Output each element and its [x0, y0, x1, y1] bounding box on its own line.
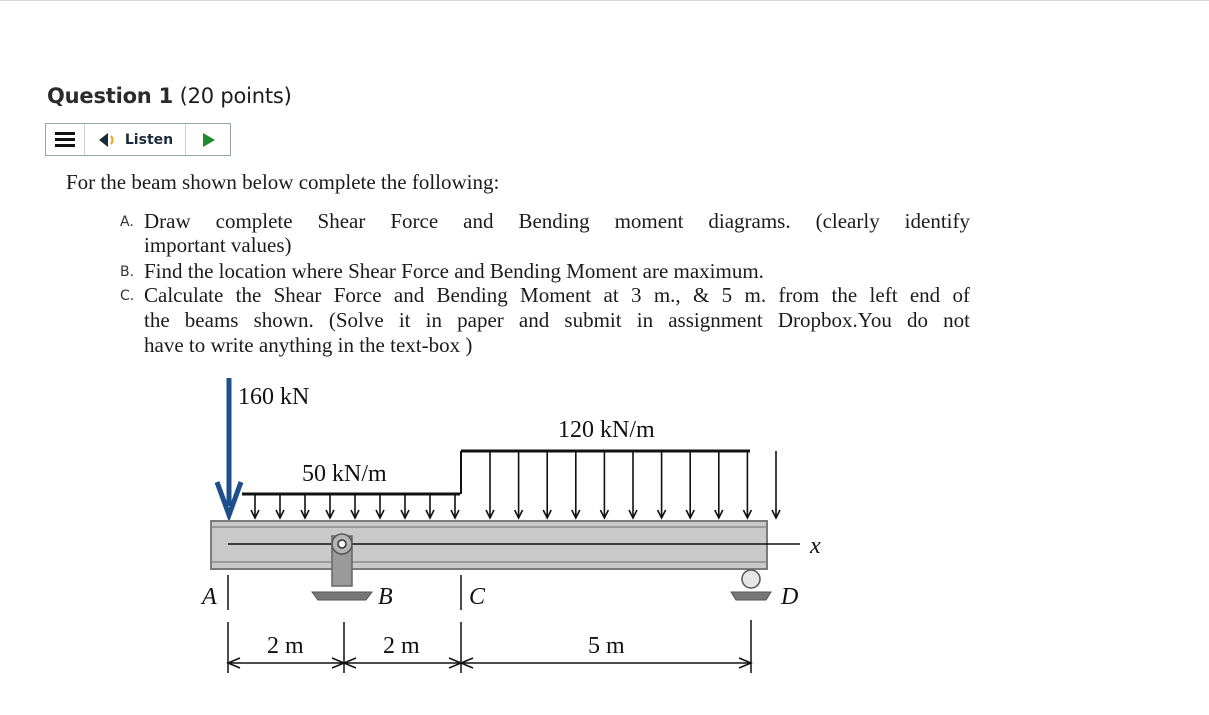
list-marker: B.: [120, 264, 135, 280]
list-marker: A.: [120, 214, 134, 230]
list-item-text: the beams shown. (Solve it in paper and submit in assignment Dropbox.You do not: [144, 308, 970, 332]
udl-left-label: 50 kN/m: [302, 461, 387, 487]
question-title: Question 1: [47, 84, 174, 108]
point-label-d: D: [781, 584, 799, 610]
span-label-bc: 2 m: [383, 633, 420, 659]
roller-support-d: [731, 570, 771, 600]
menu-button[interactable]: [46, 124, 84, 155]
beam-diagram: [190, 370, 850, 690]
udl-right-arrows: [486, 451, 780, 518]
point-load-label: 160 kN: [238, 384, 310, 410]
list-item-text: important values): [144, 233, 292, 257]
point-label-c: C: [469, 584, 486, 610]
dimension-lines: [228, 620, 751, 673]
list-item-text: Find the location where Shear Force and Bending Moment are maximum.: [144, 259, 764, 283]
list-marker: C.: [120, 288, 135, 304]
point-label-a: A: [202, 584, 217, 610]
play-icon: [200, 132, 216, 148]
question-heading: [47, 84, 292, 108]
listen-toolbar: [45, 123, 231, 156]
play-button[interactable]: [186, 124, 230, 155]
point-label-b: B: [378, 584, 393, 610]
span-label-ab: 2 m: [267, 633, 304, 659]
listen-label: Listen: [124, 131, 174, 148]
span-label-cd: 5 m: [588, 633, 625, 659]
list-item-text: Calculate the Shear Force and Bending Moment at 3 m., & 5 m. from the left end of: [144, 283, 970, 307]
prompt-intro: For the beam shown below complete the following:: [66, 170, 500, 194]
udl-right-label: 120 kN/m: [558, 417, 655, 443]
list-item-text: have to write anything in the text-box ): [144, 333, 473, 357]
menu-icon: [55, 132, 75, 147]
x-axis-label: x: [810, 533, 821, 559]
top-divider: [0, 0, 1209, 1]
listen-button[interactable]: [84, 124, 186, 155]
question-points: (20 points): [179, 84, 292, 108]
udl-left-arrows: [251, 494, 459, 518]
speaker-icon: [97, 131, 121, 149]
list-item-text: Draw complete Shear Force and Bending moment diagrams. (clearly identify: [144, 209, 970, 233]
